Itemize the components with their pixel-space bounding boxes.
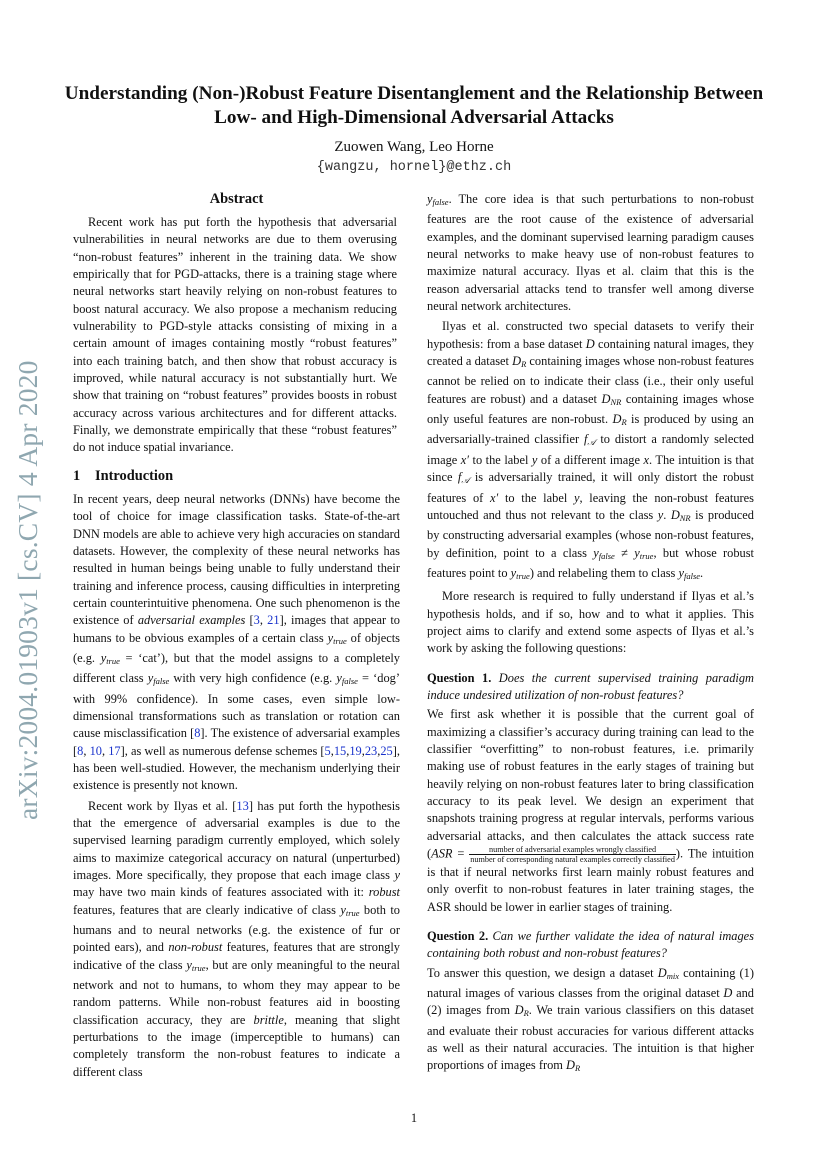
arxiv-stamp: arXiv:2004.01903v1 [cs.CV] 4 Apr 2020 [12,360,43,820]
intro-paragraph-3: Ilyas et al. constructed two special datasets to verify their hypothesis: from a base dataset D containing natural images, they created a dataset $D_R$ containing images whose non-robust features cannot be relied on to indicate their class (i.e., their only useful features are robust) and a dataset $D_{NR}$ containing images whose only useful features are non-robust. $D_R$ is produced by using an adversarially-trained classifier $f_𝒜$ to distort a randomly selected image x′ to the label y of a different image x. The intuition is that since $f_𝒜$ is adversarially trained, it will only distort the robust features of x′ to the label y, leaving the non-robust features untouched and thus not relevant to the class y. $D_{NR}$ is produced by constructing adversarial examples (whose non-robust features, by definition, point to a class $y_{false} \ne y_{true}$, but whose robust features point to $y_{true}$) and relabeling them to class $y_{false}$. [427,319,755,581]
intro-paragraph-2: Recent work by Ilyas et al. [13] has put forth the hypothesis that the emergence of adversarial examples is due to the supervised learning paradigm currently employed, which solely aims to maximize categorical accuracy on natural (unperturbed) images. More specifically, they propose that each image class y may have two main kinds of features associated with it: robust features, features that are clearly indicative of class $y_{true}$ both to humans and to neural networks (e.g. the existence of fur or pointed ears), and non-robust features, features that are strongly indicative of the class $y_{true}$, but are only meaningful to the neural network and not to humans, to whom they may appear to be random patterns. While non-robust features aid in boosting classification accuracy, they are brittle, meaning that slight perturbations to the image (imperceptible to humans) can completely transform the non-robust features to indicate a different class [73,798,401,1079]
page-number: 1 [410,1111,418,1125]
citation-link[interactable]: 10 [89,743,102,758]
citation-link[interactable]: 8 [194,726,201,741]
author-email: {wangzu, hornel}@ethz.ch [316,160,512,175]
question-text: Does the current supervised training paradigm induce undesired utilization of non-robust features? [427,670,754,702]
section-heading-introduction [73,467,400,485]
question-label: Question 2. [427,929,489,944]
citation-link[interactable]: 21 [267,613,280,628]
question-2 [427,928,754,963]
question-text: Can we further validate the idea of natural images containing both robust and non-robust features? [427,929,754,961]
citation-link[interactable]: 5 [324,743,331,758]
citation-link[interactable]: 8 [77,743,84,758]
citation-link[interactable]: 13 [236,798,249,813]
authors: Zuowen Wang, Leo Horne [334,139,494,155]
question-1-answer: We first ask whether it is possible that the current goal of maximizing a classifier’s accuracy during training can lead to the classifier “overfitting” to non-robust features, i.e. primarily making use of robust features in the early stages of training but heavily relying on non-robust features later to bring classification accuracy to its peak level. We design an experiment that snapshots training progress at regular intervals, performs various adversarial attacks, and then calculates the attack success rate (ASR = number of adversarial examples wrongly classified number of corresponding natural examples correctly classified ). The intuition is that if neural networks first learn mainly robust features and only overfit to non-robust features in later training stages, the ASR should be lower in earlier stages of training. [427,707,754,914]
question-2-answer: To answer this question, we design a dataset $D_{mix}$ containing (1) natural images of various classes from the original dataset D and (2) images from $D_R$. We train various classifiers on this dataset and evaluate their robust accuracies for various different attacks as well as their natural accuracies. The intuition is that higher proportions of images from $D_R$ [427,965,754,1074]
citation-link[interactable]: 19 [349,743,362,758]
question-1 [427,670,754,705]
citation-link[interactable]: 15 [333,743,347,758]
citation-link[interactable]: 23 [364,743,378,758]
abstract [73,214,400,457]
citation-link[interactable]: 17 [108,743,121,758]
citation-link[interactable]: 25 [380,743,393,758]
right-column [427,191,754,1078]
left-column [73,190,400,1081]
intro-paragraph-1: In recent years, deep neural networks (DNNs) have become the tool of choice for image classification tasks. State-of-the-art DNN models are able to achieve very high accuracies on standard datasets. However, the complexity of these neural networks has resulted in human beings being unable to fully understand their training and inference process, causing difficulties in interpreting certain counterintuitive phenomena. One such phenomenon is the existence of adversarial examples [3, 21], images that appear to humans to be obvious examples of a certain class $y_{true}$ of objects (e.g. $y_{true}$ = ‘cat’), but that the model assigns to a completely different class $y_{false}$ with very high confidence (e.g. $y_{false}$ = ‘dog’ with 99% confidence). In some cases, even simple low-dimensional transformations such as translation or rotation can cause misclassification [8]. The existence of adversarial examples [8, 10, 17], as well as numerous defense schemes [5,15,19,23,25], has been well-studied. However, the mechanism underlying their existence is presently not known. [73,491,400,793]
abstract-text: Recent work has put forth the hypothesis that adversarial vulnerabilities in neural networks are due to them overusing “non-robust features” inherent in the training data. We show empirically that for PGD-attacks, there is a training stage where neural networks start heavily relying on non-robust features to boost natural accuracy. We also propose a mechanism reducing vulnerability to PGD-style attacks consisting of mixing in a certain amount of images containing mostly “robust features” into each training batch, and then show that robust accuracy is improved, while natural accuracy is not substantially hurt. We show that training on “robust features” provides boosts in robust accuracy across various architectures and for different attacks. Finally, we demonstrate empirically that these “robust features” do not induce spatial invariance. [73,215,397,455]
question-label: Question 1. [427,670,492,685]
citation-link[interactable]: 3 [253,613,260,628]
intro-paragraph-4: More research is required to fully understand if Ilyas et al.’s hypothesis holds, and if so, how and to what it applies. This project aims to clarify and extend some aspects of Ilyas et al.’s work by asking the following questions: [427,589,754,656]
asr-fraction: number of adversarial examples wrongly classified number of corresponding natural examples correctly classified [470,845,675,865]
section-title: Introduction [95,467,174,484]
abstract-heading: Abstract [209,191,264,207]
section-number: 1 [73,467,81,484]
intro-paragraph-2-continued: $y_{false}$. The core idea is that such perturbations to non-robust features are the root cause of the existence of adversarial examples, and the dominant supervised learning paradigm causes neural networks to make heavy use of non-robust features to maximize natural accuracy. Ilyas et al. claim that this is the reason adversarial attacks tend to transfer well among diverse neural network architectures. [427,192,754,314]
paper-title: Understanding (Non-)Robust Feature Disentanglement and the Relationship Between Low- and High-Dimensional Adversarial Attacks [64,83,764,128]
